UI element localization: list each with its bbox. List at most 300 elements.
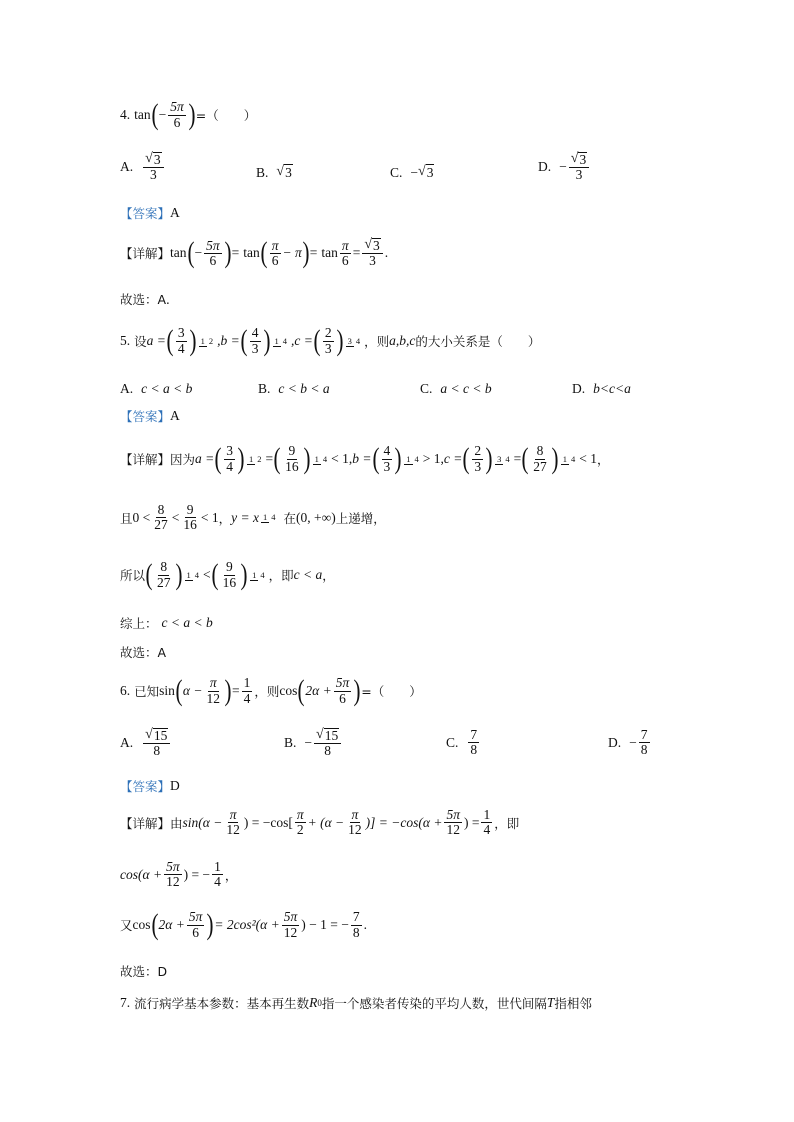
q6-rparen1: )	[224, 674, 232, 707]
q6-d1: 12	[206, 690, 220, 706]
q4-detail-d1: 6	[209, 252, 217, 268]
q4-detail-d2: 6	[271, 252, 279, 268]
q5-d-916-n: 9	[288, 443, 296, 459]
q5-l3-frac2	[221, 560, 239, 589]
q5-stem-pre: 设	[134, 334, 147, 349]
q5-sum-pre: 综上：	[120, 616, 158, 631]
q6-l3-b: = 2cos²(α +	[214, 917, 280, 932]
q4-option-b-rad: 3	[285, 165, 292, 180]
q5-detail-line3	[120, 560, 335, 590]
q5-l3-pre: 所以	[120, 568, 146, 583]
q6-l1-frac1	[224, 808, 242, 837]
q4-detail-tan2: tan	[243, 245, 260, 261]
q4-frac-den: 6	[173, 114, 181, 130]
q4-detail	[120, 238, 388, 268]
q6-option-b-label: B.	[284, 735, 297, 751]
q6-option-b-neg: −	[304, 735, 313, 751]
q6-sin: sin	[159, 683, 175, 698]
q5-a-frac	[176, 326, 187, 355]
q5-d-c: c =	[443, 451, 463, 466]
q5-b: ,b =	[217, 333, 240, 348]
q6-option-a[interactable]	[120, 728, 172, 758]
q5-d-eq2: =	[513, 451, 522, 466]
q5-l3-exp2	[250, 571, 267, 580]
q5-d-a-ed: 2	[257, 453, 262, 464]
q7-text3: 指相邻	[554, 996, 592, 1011]
q5-l3-rparen1: )	[175, 558, 183, 591]
q6-l2-n2: 1	[214, 859, 221, 874]
q5-b-ed: 4	[282, 335, 288, 346]
q7-t: T	[546, 995, 555, 1010]
q4-detail-d4: 3	[369, 253, 376, 269]
q5-l3-n2: 9	[226, 559, 233, 575]
q5-c-exp	[346, 337, 363, 346]
q4-answer	[120, 204, 180, 222]
q6-stem	[120, 676, 422, 706]
q5-b-n: 4	[251, 325, 259, 341]
q6-two-alpha: 2α +	[305, 683, 332, 698]
q4-detail-eq1: =	[231, 245, 240, 261]
q6-option-a-den: 8	[153, 743, 161, 759]
q4-detail-rparen2: )	[302, 236, 310, 270]
q5-d-c-exp	[495, 455, 512, 464]
q5-d-916-rparen: )	[303, 442, 311, 475]
q5-d-827-d: 27	[533, 458, 547, 474]
q5-detail-because: 因为	[170, 452, 196, 467]
q6-l2-frac1	[164, 860, 182, 889]
q5-answer	[120, 407, 180, 425]
q5-d-827-n: 8	[536, 443, 544, 459]
q5-b-rparen: )	[263, 324, 271, 357]
q5-summary	[120, 614, 213, 632]
q5-d-b-n: 4	[383, 443, 391, 459]
q5-option-d-label: D.	[572, 381, 586, 396]
q4-option-a[interactable]	[120, 152, 166, 182]
q4-frac	[168, 100, 186, 129]
q5-d-916-lparen: (	[273, 442, 281, 475]
q4-detail-eq3: =	[352, 245, 361, 261]
q5-d-a-exp	[247, 455, 264, 464]
q5-d-a-n: 3	[226, 443, 234, 459]
q4-neg: −	[158, 107, 167, 122]
q4-option-b-label: B.	[256, 164, 269, 180]
q4-option-a-frac	[143, 152, 163, 182]
q6-option-b[interactable]	[284, 728, 343, 758]
q5-answer-value: A	[170, 408, 180, 423]
q5-stem-tail: 的大小关系是（ ）	[415, 334, 541, 349]
q6-eq: =	[231, 683, 240, 698]
q6-then: ，则	[254, 684, 280, 699]
q6-frac1	[204, 676, 222, 705]
q5-option-a[interactable]	[120, 381, 192, 397]
q6-l1-d4: 12	[446, 822, 460, 838]
q4-option-d-neg: −	[559, 159, 567, 175]
q5-b-frac	[250, 326, 261, 355]
q4-option-d-den: 3	[575, 167, 583, 183]
q6-l2-d2: 4	[214, 874, 221, 890]
q5-l2-inc: 上递增，	[335, 510, 386, 526]
q5-option-c-label: C.	[420, 381, 433, 396]
q5-l3-e2d: 4	[260, 569, 265, 580]
q6-option-c-d: 8	[470, 742, 478, 758]
q6-l1-frac3	[346, 808, 364, 837]
q5-l3-d2: 16	[222, 574, 237, 590]
q5-stem-post: ，则	[364, 334, 390, 349]
q5-a-en: 1	[200, 335, 205, 346]
q5-d-e1n: 1	[314, 453, 319, 464]
q4-option-a-label: A.	[120, 159, 134, 175]
q6-stem-pre: 已知	[134, 684, 160, 699]
q6-frac3	[334, 676, 352, 705]
q6-option-a-frac	[143, 728, 170, 758]
q4-choose	[120, 290, 170, 308]
q6-l3-frac1	[187, 910, 205, 939]
q6-option-d-neg: −	[629, 734, 637, 750]
q6-l1-frac4	[444, 808, 462, 837]
q5-b-lparen: (	[240, 324, 248, 357]
q5-number: 5.	[120, 333, 131, 348]
q6-n2: 1	[243, 675, 251, 691]
q6-option-d[interactable]	[608, 728, 652, 757]
q6-number: 6.	[120, 683, 131, 698]
q6-n3: 5π	[335, 675, 350, 691]
q5-option-d[interactable]	[572, 381, 631, 397]
q6-option-a-label: A.	[120, 735, 134, 751]
q5-a-n: 3	[177, 325, 185, 341]
q6-l3-d3: 8	[352, 924, 360, 940]
q4-detail-lparen1: (	[187, 236, 195, 270]
q4-detail-eq2: =	[309, 245, 318, 261]
q6-l3-d2: 12	[283, 924, 298, 940]
q5-c: ,c =	[291, 333, 313, 348]
q5-d-b-rparen: )	[394, 442, 402, 475]
q4-choose-text: 故选：A.	[120, 292, 170, 307]
q4-answer-tag: 【答案】	[120, 206, 171, 221]
q5-d-c-ed: 4	[505, 453, 510, 464]
q4-option-c-neg: −	[410, 164, 419, 180]
q4-option-d-label: D.	[538, 159, 552, 175]
q6-l1-n2: π	[296, 807, 304, 822]
q5-l2-domain: (0, +∞)	[296, 509, 336, 525]
q6-l1-frac2	[295, 808, 306, 837]
q5-d-827-lparen: (	[521, 442, 529, 475]
q6-l1-d1: 12	[226, 822, 240, 838]
q4-detail-n1: 5π	[206, 237, 220, 253]
q5-a: a =	[146, 333, 166, 348]
q5-l2-d1: 27	[154, 517, 168, 533]
q4-option-a-sqrt: √ 3	[143, 152, 163, 168]
q6-lparen2: (	[297, 674, 305, 707]
q4-detail-frac1	[204, 239, 222, 268]
q6-l3-end: .	[363, 917, 367, 932]
q6-option-c-n: 7	[470, 727, 478, 742]
q5-l3-e2n: 1	[252, 569, 257, 580]
q4-option-c-sqrt: √ 3	[418, 164, 434, 180]
q4-detail-lparen2: (	[260, 236, 268, 270]
q5-l3-lparen2: (	[211, 558, 219, 591]
q4-detail-d3: 6	[341, 252, 349, 268]
q4-eq-paren: =（ ）	[195, 108, 257, 123]
q5-d-a-frac	[224, 444, 235, 473]
q5-l2-n2: 9	[186, 502, 194, 517]
q5-l2-d2: 16	[183, 517, 197, 533]
q4-detail-minus: − π	[282, 245, 302, 261]
q4-option-d-sqrt: √ 3	[569, 152, 589, 168]
q4-detail-rad: 3	[373, 238, 380, 253]
q4-detail-frac4	[362, 238, 382, 268]
q6-cos: cos	[279, 683, 298, 698]
q5-d-916-d: 16	[285, 458, 299, 474]
q4-option-d-rad: 3	[579, 152, 587, 167]
q5-d-eq1: =	[265, 451, 274, 466]
q6-option-a-rad: 15	[153, 728, 168, 743]
q6-d3: 6	[339, 690, 346, 706]
q5-d-b: b =	[352, 451, 372, 466]
q5-b-exp	[273, 337, 290, 346]
q5-stem	[120, 326, 540, 356]
q7-text2: 指一个感染者传染的平均人数，世代间隔	[321, 996, 547, 1011]
q5-l2-frac2	[181, 503, 199, 532]
q6-option-c[interactable]	[446, 728, 481, 757]
q5-d-e1d: 4	[322, 453, 328, 464]
q6-l3-frac2	[282, 910, 300, 939]
q5-a-lparen: (	[166, 324, 174, 357]
q4-detail-rparen1: )	[224, 236, 232, 270]
q5-l3-d1: 27	[157, 574, 171, 590]
q6-detail-tag: 【详解】	[120, 815, 171, 831]
q5-l2-n1: 8	[157, 502, 165, 517]
q5-l2-pre: 且	[120, 510, 133, 526]
q5-l2-exp	[261, 513, 278, 522]
q4-number: 4.	[120, 107, 131, 122]
q4-detail-frac2	[270, 239, 281, 268]
q6-l1-f: ) =	[463, 814, 480, 830]
q5-d-lt1: < 1,	[331, 451, 353, 466]
q6-l3-d1: 6	[192, 924, 199, 940]
q6-l3-cos: cos	[132, 917, 151, 932]
q4-detail-tan1: tan	[170, 245, 187, 261]
q4-option-c-label: C.	[390, 164, 403, 180]
q5-d-e1	[313, 455, 330, 464]
q6-l3-c: ) − 1 = −	[301, 917, 349, 932]
q5-option-a-label: A.	[120, 381, 134, 396]
q5-option-b[interactable]	[258, 381, 330, 397]
q5-l2-en: 1	[263, 512, 268, 523]
q5-d-916-frac	[283, 444, 301, 473]
q4-option-b[interactable]	[256, 164, 293, 181]
q5-option-c[interactable]	[420, 381, 492, 397]
q4-option-d-frac	[569, 152, 589, 182]
q6-l2-end: ，	[224, 867, 238, 883]
q6-choose-text: 故选：D	[120, 964, 168, 979]
q5-d-c-frac	[472, 444, 483, 473]
q6-l1-n4: 5π	[446, 807, 460, 822]
q5-d-b-lparen: (	[372, 442, 380, 475]
q4-detail-n3: π	[341, 237, 349, 253]
q5-answer-tag: 【答案】	[120, 409, 171, 424]
q5-a-ed: 2	[208, 335, 214, 346]
q5-d-a-d: 4	[226, 458, 234, 474]
q6-l2-a: cos(α +	[120, 866, 163, 882]
q5-d-b-exp	[404, 455, 421, 464]
q5-d-comma: ，	[597, 452, 610, 467]
q4-rparen: )	[188, 98, 196, 131]
q6-l2-b: ) = −	[183, 866, 211, 882]
q6-l1-end: ，即	[494, 815, 520, 831]
q5-d-a: a =	[195, 451, 215, 466]
q6-l1-a: sin(α −	[182, 814, 223, 830]
q6-l3-n2: 5π	[283, 909, 298, 925]
q4-detail-tan3: tan	[321, 245, 338, 261]
q7-stem	[120, 994, 592, 1012]
q6-answer	[120, 777, 180, 795]
q6-l2-n1: 5π	[166, 859, 180, 874]
q6-l2-d1: 12	[166, 874, 180, 890]
q4-stem	[120, 100, 256, 130]
q5-sum: c < a < b	[161, 615, 213, 630]
q5-d-c-en: 3	[497, 453, 502, 464]
q7-number: 7.	[120, 995, 131, 1010]
q6-option-c-frac	[468, 728, 479, 757]
q5-a-d: 4	[177, 340, 185, 356]
q4-detail-sqrt: √ 3	[362, 238, 382, 254]
q6-alpha-minus: α −	[182, 683, 203, 698]
q5-l2-lt: <	[171, 509, 180, 525]
q5-choose-text: 故选：A	[120, 645, 167, 660]
q4-detail-neg: −	[194, 245, 203, 261]
q6-detail-line1	[120, 808, 519, 837]
q5-l3-e1d: 4	[194, 569, 200, 580]
q5-d-e2n: 1	[562, 453, 568, 464]
q6-detail-line2	[120, 860, 237, 889]
q5-d-b-ed: 4	[414, 453, 419, 464]
q4-option-c[interactable]	[390, 164, 434, 181]
q6-answer-tag: 【答案】	[120, 779, 171, 794]
q6-detail-line3	[120, 910, 367, 940]
q6-frac2	[242, 676, 253, 705]
q6-option-b-rad: 15	[324, 728, 339, 743]
q6-lparen1: (	[175, 674, 183, 707]
q4-frac-num: 5π	[170, 99, 184, 115]
q5-d-e2d: 4	[571, 453, 576, 464]
q5-c-frac	[323, 326, 334, 355]
q5-l2-in: 在	[283, 510, 297, 526]
q6-l1-n3: π	[351, 807, 359, 822]
q6-l1-d2: 2	[296, 822, 304, 838]
q6-l3-a: 2α +	[158, 917, 185, 932]
q7-text1: 流行病学基本参数：基本再生数	[134, 996, 310, 1011]
q6-option-b-den: 8	[324, 743, 331, 759]
q4-detail-n2: π	[271, 237, 279, 253]
q5-l3-lt: <	[203, 567, 211, 582]
q5-option-b-text: c < b < a	[278, 381, 330, 396]
q5-l3-mid: ，即	[268, 568, 294, 583]
q5-detail-tag: 【详解】	[120, 452, 171, 467]
q6-l3-n1: 5π	[188, 909, 203, 925]
q6-l3-n3: 7	[352, 909, 360, 925]
q5-d-a-lparen: (	[214, 442, 222, 475]
q6-l3-pre: 又	[120, 918, 133, 933]
q6-l1-b: ) = −cos[	[243, 814, 293, 830]
q5-l3-lparen1: (	[145, 558, 153, 591]
q4-option-b-sqrt: √ 3	[276, 164, 292, 180]
q5-l3-e1n: 1	[186, 569, 191, 580]
q5-d-b-en: 1	[406, 453, 411, 464]
q6-l1-n1: π	[229, 807, 237, 822]
q5-d-gt1: > 1,	[422, 451, 444, 466]
q5-d-c-n: 2	[474, 443, 482, 459]
q6-l3-frac3	[351, 910, 362, 939]
q5-l3-rparen2: )	[240, 558, 248, 591]
q7-r0: R	[309, 995, 318, 1010]
q5-option-b-label: B.	[258, 381, 271, 396]
q6-option-d-d: 8	[640, 742, 648, 758]
q7-r0-sub: 0	[317, 998, 322, 1008]
q6-d2: 4	[243, 690, 251, 706]
q4-detail-frac3	[340, 239, 351, 268]
q5-l3-exp1	[185, 571, 202, 580]
q6-option-c-label: C.	[446, 734, 459, 750]
q5-detail-line2	[120, 503, 386, 532]
q5-l2-zero: 0 <	[132, 509, 151, 525]
q5-a-exp	[199, 337, 216, 346]
q5-c-n: 2	[324, 325, 332, 341]
q6-l2-frac2	[212, 860, 223, 889]
q6-option-b-frac	[314, 728, 341, 758]
q4-detail-tag: 【详解】	[120, 246, 171, 262]
q5-a-rparen: )	[189, 324, 197, 357]
q5-l2-y: y = x	[231, 509, 259, 525]
q5-option-c-text: a < c < b	[440, 381, 492, 396]
q6-option-b-sqrt: √ 15	[314, 728, 341, 744]
q6-l1-e: )] = −cos(α +	[365, 814, 443, 830]
q5-l3-frac1	[155, 560, 173, 589]
q5-l3-res: c < a	[293, 567, 323, 582]
q5-d-b-frac	[382, 444, 393, 473]
q6-l1-frac5	[481, 808, 492, 837]
q5-b-en: 1	[274, 335, 279, 346]
q5-l3-n1: 8	[160, 559, 168, 575]
q5-l2-comma: ，	[218, 510, 232, 526]
q6-l1-d3: 12	[348, 822, 362, 838]
q6-rparen2: )	[353, 674, 361, 707]
q6-answer-value: D	[170, 778, 180, 793]
q5-c-d: 3	[324, 340, 332, 356]
q4-func: tan	[134, 107, 151, 122]
q5-l2-ed: 4	[271, 512, 276, 523]
q4-answer-value: A	[170, 205, 180, 220]
q5-d-lt2: < 1	[579, 451, 598, 466]
q5-l2-lt1: < 1	[200, 509, 219, 525]
q4-option-c-rad: 3	[426, 165, 434, 180]
q5-option-d-text: b<c<a	[593, 381, 631, 396]
q6-n1: π	[209, 675, 217, 691]
q5-d-e2	[561, 455, 578, 464]
q5-b-d: 3	[251, 340, 259, 356]
q6-l1-n5: 1	[483, 807, 491, 822]
q5-detail-line1	[120, 444, 610, 474]
q6-choose	[120, 962, 167, 980]
q5-option-a-text: c < a < b	[141, 381, 193, 396]
q4-option-d[interactable]	[538, 152, 591, 182]
q6-l3-lparen: (	[151, 908, 159, 941]
q5-c-lparen: (	[313, 324, 321, 357]
q5-d-827-frac	[531, 444, 549, 473]
q5-stem-vars: a,b,c	[389, 333, 416, 348]
q5-d-c-lparen: (	[462, 442, 470, 475]
q5-c-rparen: )	[336, 324, 344, 357]
q5-c-en: 3	[347, 335, 352, 346]
